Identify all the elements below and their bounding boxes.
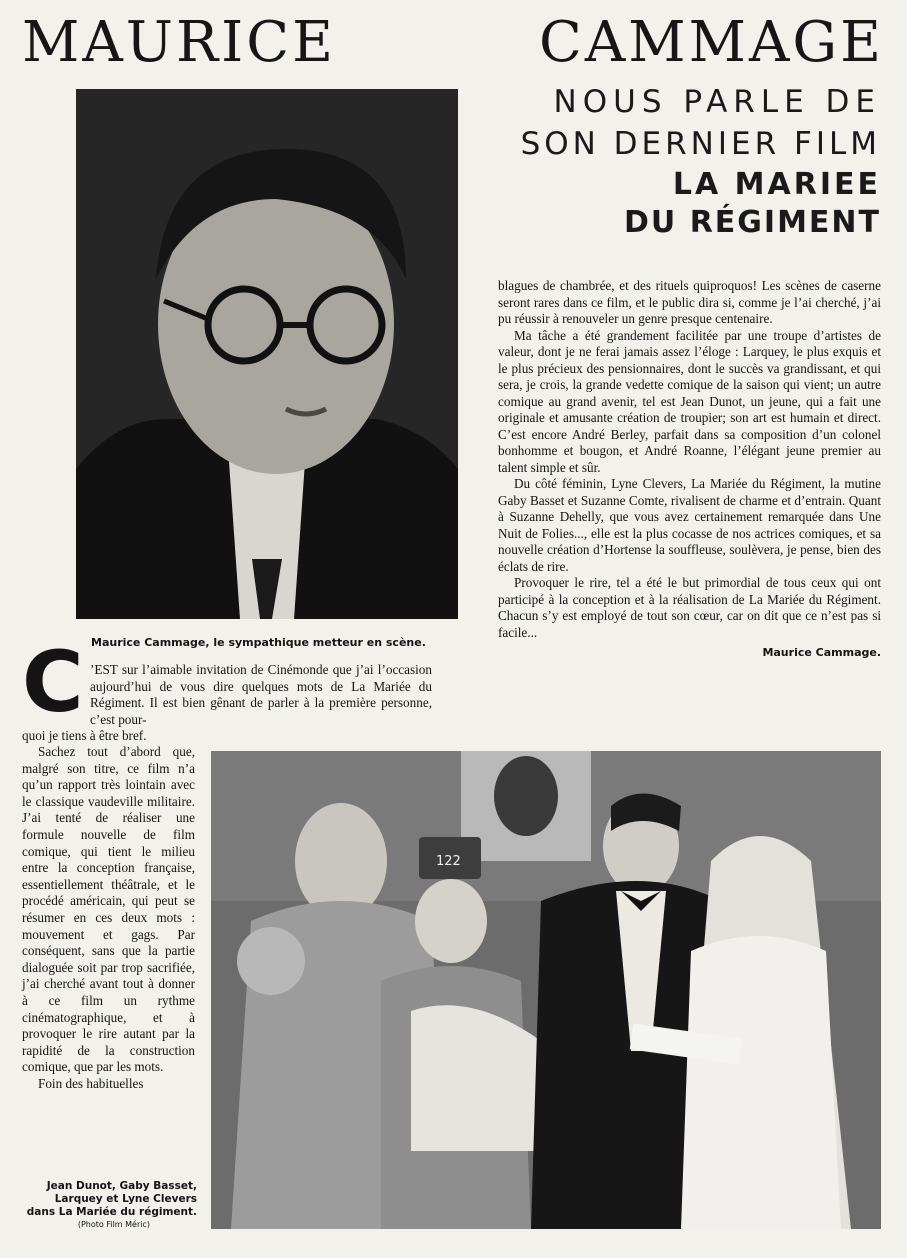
headline xyxy=(22,10,884,76)
left-column xyxy=(22,744,195,1092)
headline-first-name: MAURICE xyxy=(22,10,336,75)
right-paragraph-4: Provoquer le rire, tel a été le but primordial de tous ceux qui ont participé à la conception et à la réalisation de La Mariée du Régiment. Chacun s’y est employé de tout son cœur, car on dit que ce n’est pas si facile... xyxy=(498,575,881,640)
still-caption-line2: Larquey et Lyne Clevers xyxy=(54,1193,197,1205)
film-title-line2: DU RÉGIMENT xyxy=(623,205,881,240)
right-paragraph-3: Du côté féminin, Lyne Clevers, La Mariée du Régiment, la mutine Gaby Basset et Suzanne Comte, rivalisent de charme et d’entrain. Quant à Suzanne Dehelly, que vous avez certainement remarquée dans Une Nuit de Folies..., elle est la plus cocasse de nos actrices comiques, et sa nouvelle création d’Hortense la souffleuse, soulèvera, je pense, bien des éclats de rire. xyxy=(498,476,881,574)
left-paragraph-2: Foin des habituelles xyxy=(38,1075,144,1091)
film-still-photo xyxy=(211,751,881,1229)
film-title-line1: LA MARIEE xyxy=(672,167,881,202)
photo-credit: (Photo Film Méric) xyxy=(77,1220,150,1229)
right-paragraph-1: blagues de chambrée, et des rituels quiproquos! Les scènes de caserne seront rares dans ce film, et le public dira si, comme je l’ai cherché, j’ai pu réussir à renouveler un genre presque centenaire. xyxy=(498,278,881,326)
portrait-caption: Maurice Cammage, le sympathique metteur en scène. xyxy=(91,636,426,649)
still-caption xyxy=(22,1180,197,1219)
author-signature: Maurice Cammage. xyxy=(762,646,881,659)
intro-paragraph-end: quoi je tiens à être bref. xyxy=(22,728,147,743)
subheadline-line2: SON DERNIER FILM xyxy=(520,126,881,162)
headline-last-name: CAMMAGE xyxy=(538,10,884,75)
drop-cap: C xyxy=(22,633,84,731)
still-caption-line1: Jean Dunot, Gaby Basset, xyxy=(46,1180,197,1192)
intro-paragraph: ’EST sur l’aimable invitation de Cinémonde que j’ai l’occasion aujourd’hui de vous dire quelques mots de La Mariée du Régiment. Il est bien gênant de parler à la première personne, c’est pour- xyxy=(90,662,432,727)
kepi-badge-number: 122 xyxy=(436,854,461,869)
right-column xyxy=(498,278,881,662)
right-paragraph-2: Ma tâche a été grandement facilitée par une troupe d’artistes de valeur, dont je ne ferai jamais assez l’éloge : Larquey, le plus exquis et le plus précieux des pensionnaires, dont le succès va grandissant, et qui sera, je crois, la grande vedette comique de la saison qui vient; un autre comique au grand avenir, tel est Jean Dunot, un jeune, qui a fait une originale et amusante création de troupier; son art est humain et direct. C’est encore André Berley, parfait dans sa composition d’un colonel bonhomme et bougon, et André Roanne, l’élégant jeune premier au talent simple et sûr. xyxy=(498,327,881,475)
portrait-photo xyxy=(76,89,458,619)
subheadline-line1: NOUS PARLE DE xyxy=(553,84,881,120)
still-caption-line3: dans La Mariée du régiment. xyxy=(26,1206,197,1218)
left-paragraph-1: Sachez tout d’abord que, malgré son titre, ce film n’a qu’un rapport très lointain avec le classique vaudeville militaire. J’ai tenté de réaliser une formule nouvelle de film comique, qui tient le milieu entre la conception française, essentiellement théâtrale, et le procédé américain, qui peut se résumer en ces deux mots : mouvement et gags. Par conséquent, sans que la partie dialoguée soit par trop sacrifiée, j’ai cherché avant tout à donner à ce film un rythme cinématographique, et à provoquer le rire autant par la rapidité de la construction comique, que par les mots. xyxy=(22,744,195,1075)
